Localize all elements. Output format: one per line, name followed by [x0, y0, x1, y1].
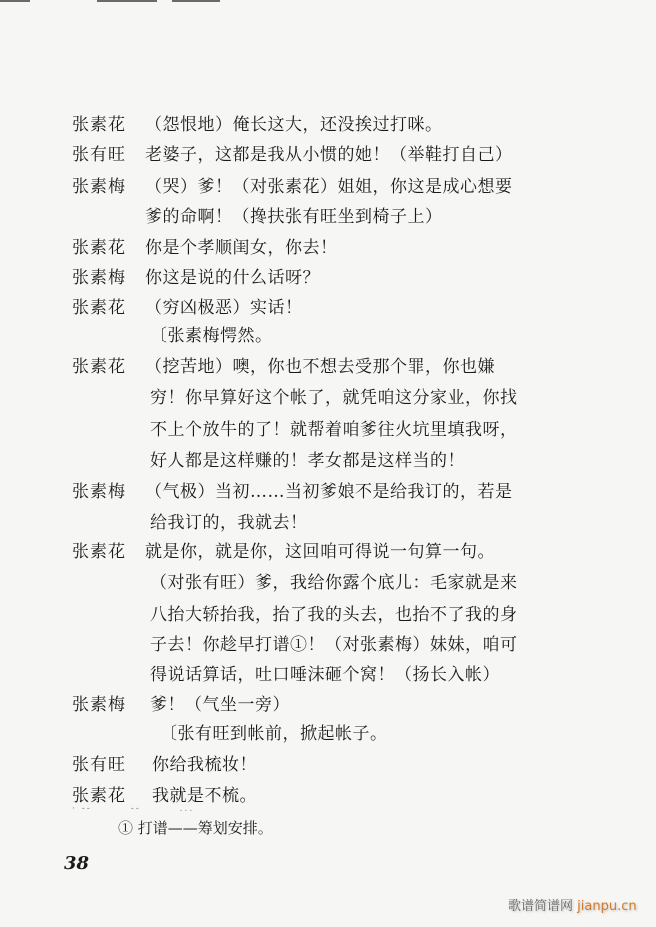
dialogue-line: 我就是不梳。	[152, 786, 257, 806]
speaker-name: 张素梅	[72, 695, 126, 715]
speaker-name: 张素花	[72, 238, 126, 258]
speaker-name: 张素梅	[72, 482, 126, 502]
dialogue-line: （气极）当初……当初爹娘不是给我订的，若是	[145, 482, 513, 502]
dialogue-line: 就是你，就是你，这回咱可得说一句算一句。	[145, 542, 495, 562]
dialogue-line: （穷凶极恶）实话！	[145, 298, 303, 318]
dialogue-line: （挖苦地）噢，你也不想去受那个罪，你也嫌	[145, 357, 495, 377]
dialogue-continuation: 子去！你趁早打谱①！（对张素梅）妹妹，咱可	[150, 635, 518, 655]
watermark-en: jianpu.cn	[577, 899, 637, 914]
scan-mark	[172, 0, 220, 2]
dialogue-continuation: 〔张有旺到帐前，掀起帐子。	[160, 724, 388, 744]
speaker-name: 张素花	[72, 115, 126, 135]
dialogue-continuation: （对张有旺）爹，我给你露个底儿：毛家就是来	[150, 573, 518, 593]
speaker-name: 张素花	[72, 786, 126, 806]
dialogue-line: 爹！（气坐一旁）	[150, 695, 290, 715]
dialogue-line: 你是个孝顺闺女，你去！	[145, 238, 338, 258]
scan-mark	[97, 0, 157, 2]
speaker-name: 张素花	[72, 542, 126, 562]
dialogue-line: 老婆子，这都是我从小惯的她！（举鞋打自己）	[145, 145, 513, 165]
scan-mark	[0, 0, 30, 2]
dialogue-continuation: 给我订的，我就去！	[150, 513, 308, 533]
page-number: 38	[64, 853, 90, 874]
separator-rule: · -- -- ...	[72, 804, 195, 814]
dialogue-continuation: 好人都是这样赚的！孝女都是这样当的！	[150, 451, 465, 471]
dialogue-continuation: 爹的命啊！（搀扶张有旺坐到椅子上）	[145, 207, 443, 227]
speaker-name: 张素花	[72, 357, 126, 377]
speaker-name: 张素花	[72, 298, 126, 318]
speaker-name: 张有旺	[72, 145, 126, 165]
dialogue-line: 你给我梳妆！	[152, 755, 257, 775]
dialogue-line: 你这是说的什么话呀？	[145, 268, 320, 288]
dialogue-continuation: 八抬大轿抬我，抬了我的头去，也抬不了我的身	[150, 605, 518, 625]
dialogue-continuation: 得说话算话，吐口唾沫砸个窝！（扬长入帐）	[150, 665, 500, 685]
watermark	[508, 895, 637, 914]
dialogue-continuation: 不上个放牛的了！就帮着咱爹往火坑里填我呀，	[150, 420, 518, 440]
dialogue-line: （哭）爹！（对张素花）姐姐，你这是成心想要	[145, 177, 513, 197]
speaker-name: 张素梅	[72, 177, 126, 197]
dialogue-continuation: 穷！你早算好这个帐了，就凭咱这分家业，你找	[150, 388, 518, 408]
dialogue-continuation: 〔张素梅愕然。	[150, 326, 273, 346]
dialogue-line: （怨恨地）俺长这大，还没挨过打咪。	[145, 115, 443, 135]
footnote: ① 打谱——筹划安排。	[118, 819, 273, 837]
speaker-name: 张素梅	[72, 268, 126, 288]
watermark-cn: 歌谱简谱网	[508, 899, 574, 914]
speaker-name: 张有旺	[72, 755, 126, 775]
